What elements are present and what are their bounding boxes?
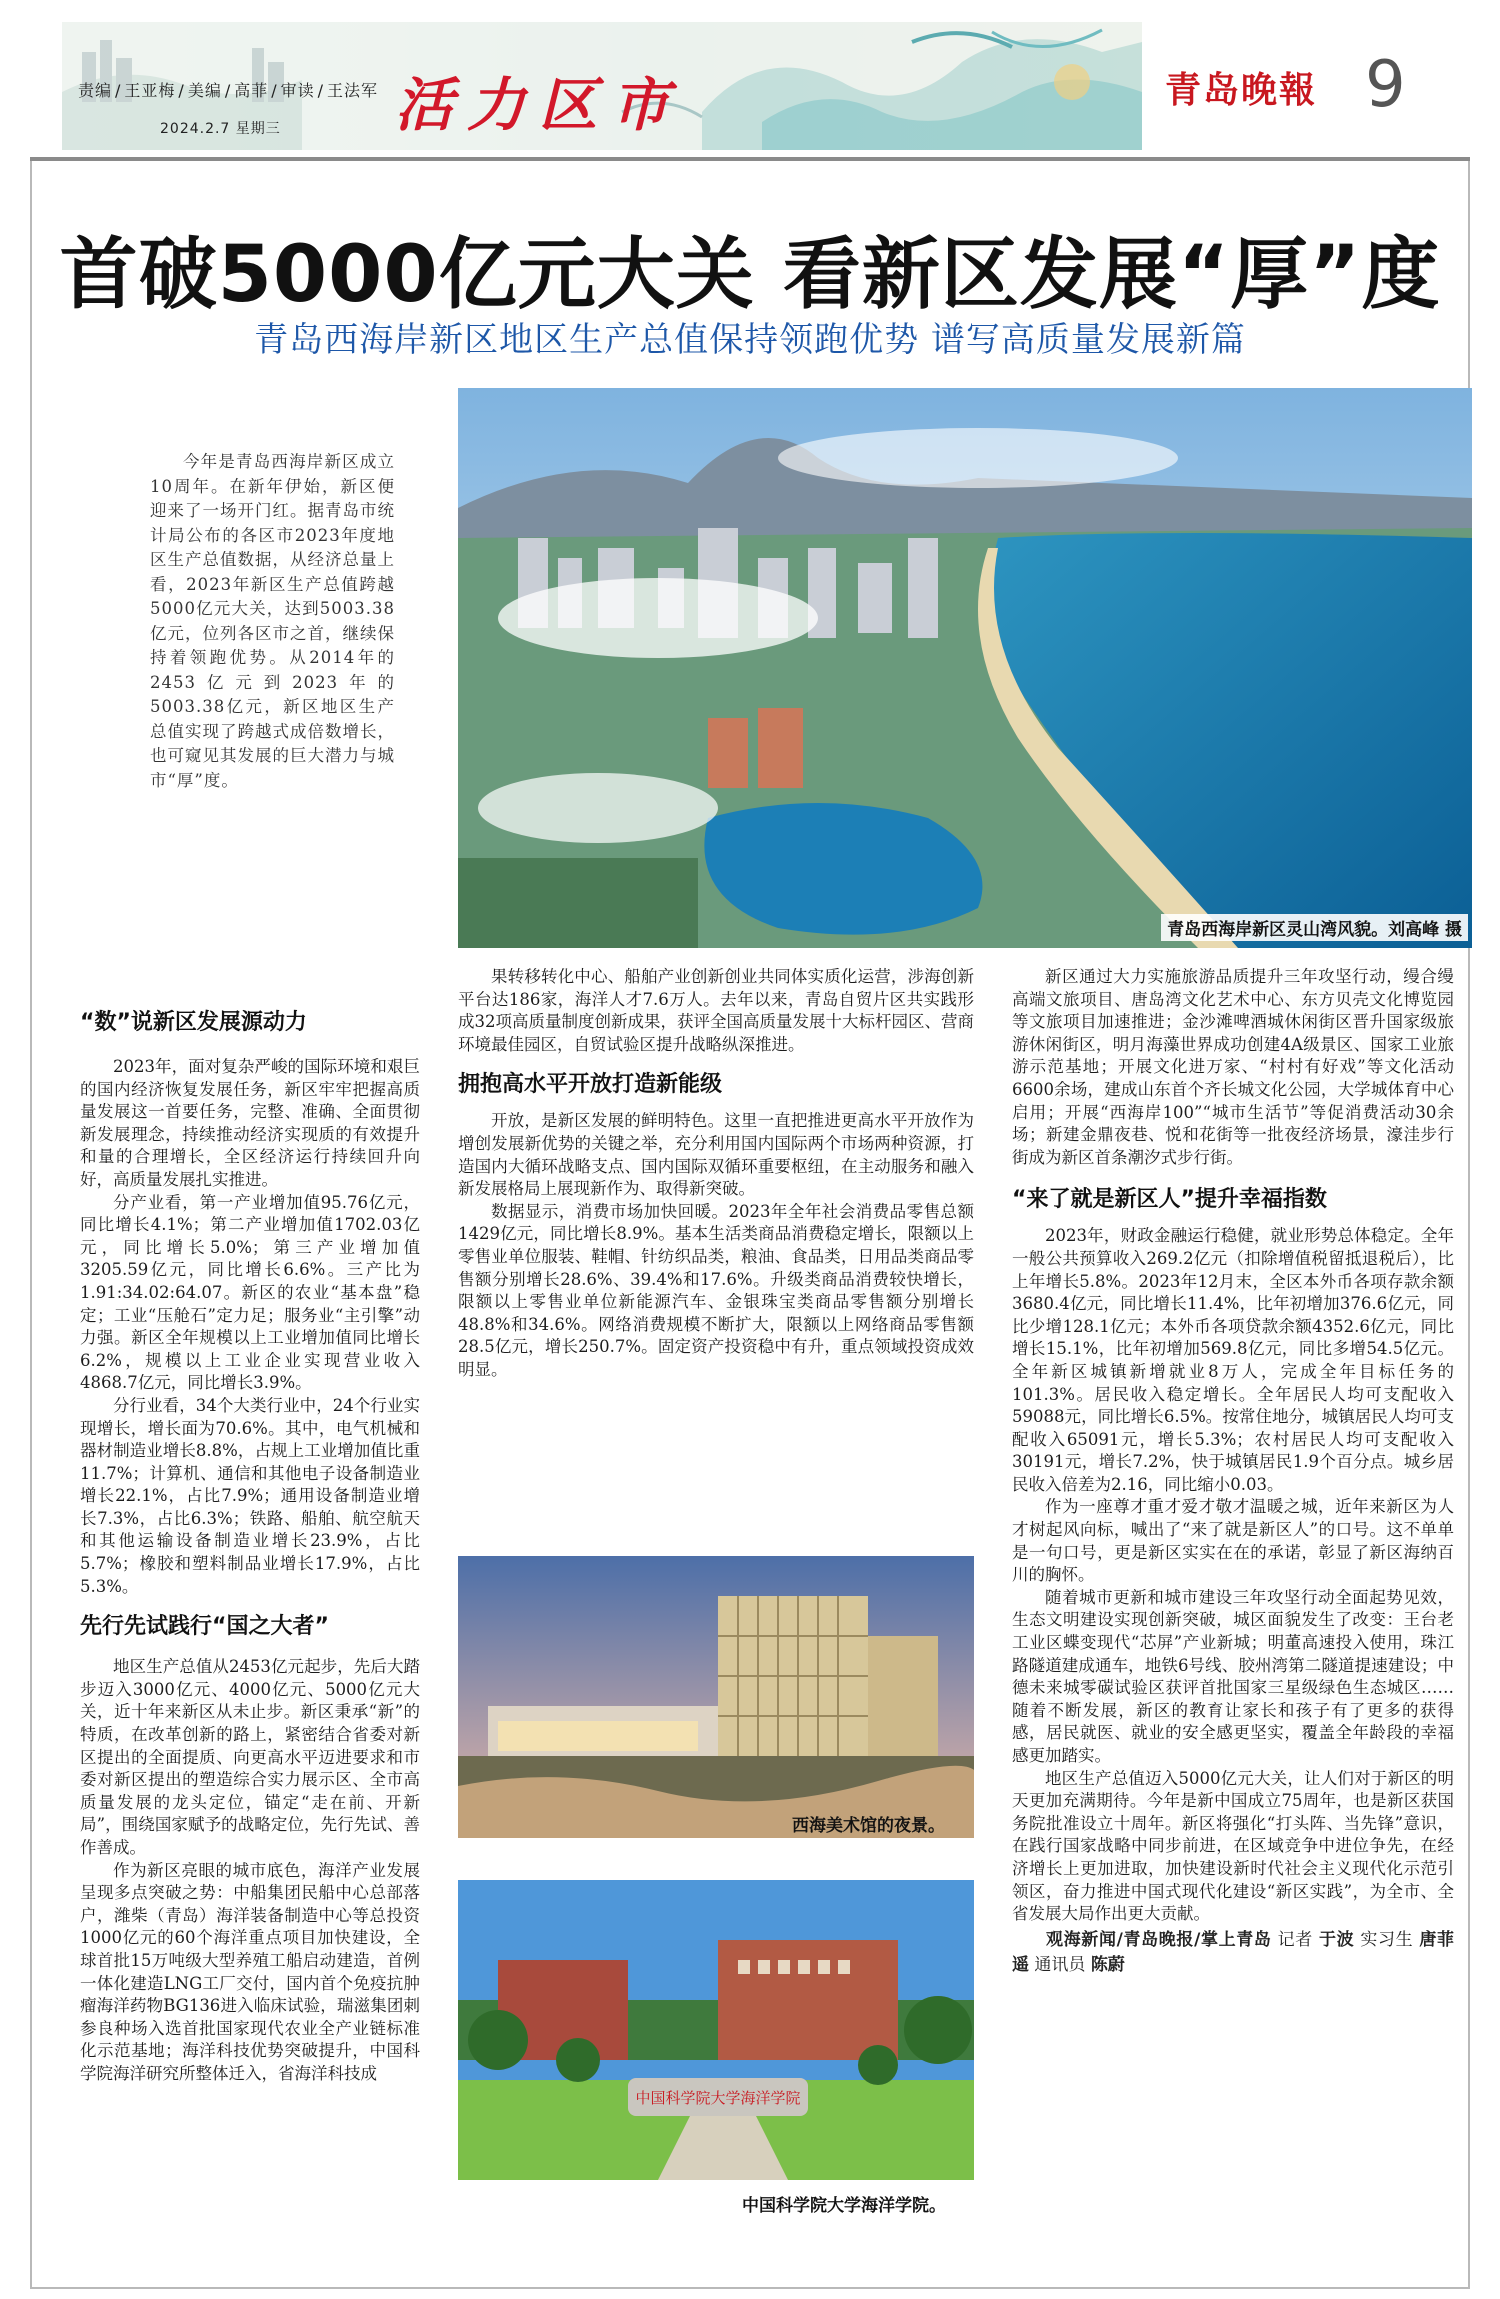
column-right <box>1012 966 1454 1978</box>
college-stone-sign: 中国科学院大学海洋学院 <box>635 2089 801 2107</box>
subhead-opening-up: 拥抱高水平开放打造新能级 <box>458 1072 723 1098</box>
paragraph: 果转移转化中心、船舶产业创新创业共同体实质化运营，涉海创新平台达186家，海洋人才7.6万人。去年以来，青岛自贸片区共实践形成32项高质量制度创新成果，获评全国高质量发展十大标杆园区、营商环境最佳园区，自贸试验区提升战略纵深推进。 <box>458 967 974 1054</box>
paragraph: 作为一座尊才重才爱才敬才温暖之城，近年来新区为人才树起风向标，喊出了“来了就是新区人”的口号。这不单单是一句口号，更是新区实实在在的承诺，彰显了新区海纳百川的胸怀。 <box>1012 1497 1454 1585</box>
paragraph: 2023年，财政金融运行稳健，就业形势总体稳定。全年一般公共预算收入269.2亿元（扣除增值税留抵退税后），比上年增长5.8%。2023年12月末，全区本外币各项存款余额3680.4亿元，同比增长11.4%，比年初增加376.6亿元，同比少增128.1亿元；本外币各项贷款余额4352.6亿元，同比增长15.1%，比年初增加569.8亿元，同比多增54.5亿元。全年新区城镇新增就业8万人，完成全年目标任务的101.3%。居民收入稳定增长。全年居民人均可支配收入59088元，同比增长6.5%。按常住地分，城镇居民人均可支配收入65091元，增长5.3%；农村居民人均可支配收入30191元，增长7.2%，快于城镇居民1.9个百分点。城乡居民收入倍差为2.16，同比缩小0.03。 <box>1012 1226 1454 1494</box>
subhead-data-drivers: “数”说新区发展源动力 <box>80 1010 307 1035</box>
main-photo-coast <box>458 388 1472 948</box>
main-photo-caption: 青岛西海岸新区灵山湾风貌。刘高峰 摄 <box>1161 914 1468 941</box>
newspaper-logo: 青岛晚報 <box>1165 69 1318 111</box>
paragraph: 开放，是新区发展的鲜明特色。这里一直把推进更高水平开放作为增创发展新优势的关键之举，充分利用国内国际两个市场两种资源，打造国内大循环战略支点、国内国际双循环重要枢纽，在主动服务和融入新发展格局上展现新作为、取得新突破。 <box>458 1111 974 1199</box>
page-number: 9 <box>1365 48 1406 122</box>
column-middle <box>458 966 974 1382</box>
editor-credits: 责编/ 王亚梅/ 美编/ 高菲/ 审读/ 王法军 <box>78 78 378 101</box>
subhead-happiness: “来了就是新区人”提升幸福指数 <box>1012 1187 1327 1213</box>
subheadline: 青岛西海岸新区地区生产总值保持领跑优势 谱写高质量发展新篇 <box>254 320 1246 360</box>
paragraph: 地区生产总值从2453亿元起步，先后大踏步迈入3000亿元、4000亿元、5000亿元大关，近十年来新区从未止步。新区秉承“新”的特质，在改革创新的路上，紧密结合省委对新区提出的全面提质、向更高水平迈进要求和市委对新区提出的塑造综合实力展示区、全市高质量发展的龙头定位，锚定“走在前、开新局”，围绕国家赋予的战略定位，先行先试、善作善成。 <box>80 1657 420 1857</box>
issue-date: 2024.2.7 星期三 <box>160 121 281 137</box>
college-photo-caption: 中国科学院大学海洋学院。 <box>742 2196 946 2216</box>
subhead-pilot-first: 先行先试践行“国之大者” <box>80 1614 329 1640</box>
museum-photo-caption: 西海美术馆的夜景。 <box>792 1816 945 1836</box>
paragraph: 分行业看，34个大类行业中，24个行业实现增长，增长面为70.6%。其中，电气机械和器材制造业增长8.8%，占规上工业增加值比重11.7%；计算机、通信和其他电子设备制造业增长22.1%，占比7.9%；通用设备制造业增长7.3%，占比6.3%；铁路、船舶、航空航天和其他运输设备制造业增长23.9%，占比5.7%；橡胶和塑料制品业增长17.9%，占比5.3%。 <box>80 1395 420 1596</box>
paragraph: 分产业看，第一产业增加值95.76亿元，同比增长4.1%；第二产业增加值1702.03亿元，同比增长5.0%；第三产业增加值3205.59亿元，同比增长6.6%。三产比为1.91:34.02:64.07。新区的农业“基本盘”稳定；工业“压舱石”定力足；服务业“主引擎”动力强。新区全年规模以上工业增加值同比增长6.2%，规模以上工业企业实现营业收入4868.7亿元，同比增长3.9%。 <box>80 1192 420 1393</box>
byline: 观海新闻/青岛晚报/掌上青岛 记者 于波 实习生 唐菲遥 通讯员 陈蔚 <box>1012 1929 1455 1975</box>
paragraph: 地区生产总值迈入5000亿元大关，让人们对于新区的明天更加充满期待。今年是新中国成立75周年，也是新区获国务院批准设立十周年。新区将强化“打头阵、当先锋”意识，在践行国家战略中同步前进，在区域竞争中进位争先，在经济增长上更加进取，加快建设新时代社会主义现代化示范引领区，奋力推进中国式现代化建设“新区实践”，为全市、全省发展大局作出更大贡献。 <box>1012 1768 1454 1924</box>
paragraph: 作为新区亮眼的城市底色，海洋产业发展呈现多点突破之势：中船集团民船中心总部落户，潍柴（青岛）海洋装备制造中心等总投资1000亿元的60个海洋重点项目加快建设，全球首批15万吨级大型养殖工船启动建造，首例一体化建造LNG工厂交付，国内首个免疫抗肿瘤海洋药物BG136进入临床试验，瑞滋集团刺参良种场入选首批国家现代农业全产业链标准化示范基地；海洋科技优势突破提升，中国科学院海洋研究所整体迁入，省海洋科技成 <box>80 1860 420 2083</box>
section-title: 活力区市 <box>395 71 684 139</box>
photo-ucas-ocean-college <box>458 1880 974 2180</box>
paragraph: 随着城市更新和城市建设三年攻坚行动全面起势见效，生态文明建设实现创新突破，城区面貌发生了改变：王台老工业区蝶变现代“芯屏”产业新城；明董高速投入使用，珠江路隧道建成通车，地铁6号线、胶州湾第二隧道提速建设；中德未来城零碳试验区获评首批国家三星级绿色生态城区……随着不断发展，新区的教育让家长和孩子有了更多的获得感，居民就医、就业的安全感更坚实，覆盖全年龄段的幸福感更加踏实。 <box>1012 1587 1454 1765</box>
paragraph: 2023年，面对复杂严峻的国际环境和艰巨的国内经济恢复发展任务，新区牢牢把握高质量发展这一首要任务，完整、准确、全面贯彻新发展理念，持续推动经济实现质的有效提升和量的合理增长，全区经济运行持续回升向好，高质量发展扎实推进。 <box>80 1057 420 1189</box>
headline: 首破5000亿元大关 看新区发展“厚”度 <box>59 230 1441 320</box>
paragraph: 数据显示，消费市场加快回暖。2023年全年社会消费品零售总额1429亿元，同比增长8.9%。基本生活类商品消费稳定增长，限额以上零售业单位服装、鞋帽、针纺织品类，粮油、食品类，日用品类商品零售额分别增长28.6%、39.4%和17.6%。升级类商品消费较快增长，限额以上零售业单位新能源汽车、金银珠宝类商品零售额分别增长48.8%和34.6%。网络消费规模不断扩大，限额以上网络商品零售额28.5亿元，增长250.7%。固定资产投资稳中有升，重点领域投资成效明显。 <box>458 1201 974 1379</box>
column-left <box>80 1008 420 2086</box>
photo-art-museum-night <box>458 1556 974 1838</box>
paragraph: 新区通过大力实施旅游品质提升三年攻坚行动，缦合缦高端文旅项目、唐岛湾文化艺术中心、东方贝壳文化博览园等文旅项目加速推进；金沙滩啤酒城休闲街区晋升国家级旅游休闲街区，明月海藻世界成功创建4A级景区、国家工业旅游示范基地；开展文化进万家、“村村有好戏”等文化活动6600余场，建成山东首个齐长城文化公园，大学城体育中心启用；开展“西海岸100”“城市生活节”等促消费活动30余场；新建金鼎夜巷、悦和花街等一批夜经济场景，濠洼步行街成为新区首条潮汐式步行街。 <box>1012 967 1454 1167</box>
intro-paragraph: 今年是青岛西海岸新区成立10周年。在新年伊始，新区便迎来了一场开门红。据青岛市统计局公布的各区市2023年度地区生产总值数据，从经济总量上看，2023年新区生产总值跨越5000亿元大关，达到5003.38亿元，位列各区市之首，继续保持着领跑优势。从2014年的2453亿元到2023年的5003.38亿元，新区地区生产总值实现了跨越式成倍数增长，也可窥见其发展的巨大潜力与城市“厚”度。 <box>150 452 395 790</box>
